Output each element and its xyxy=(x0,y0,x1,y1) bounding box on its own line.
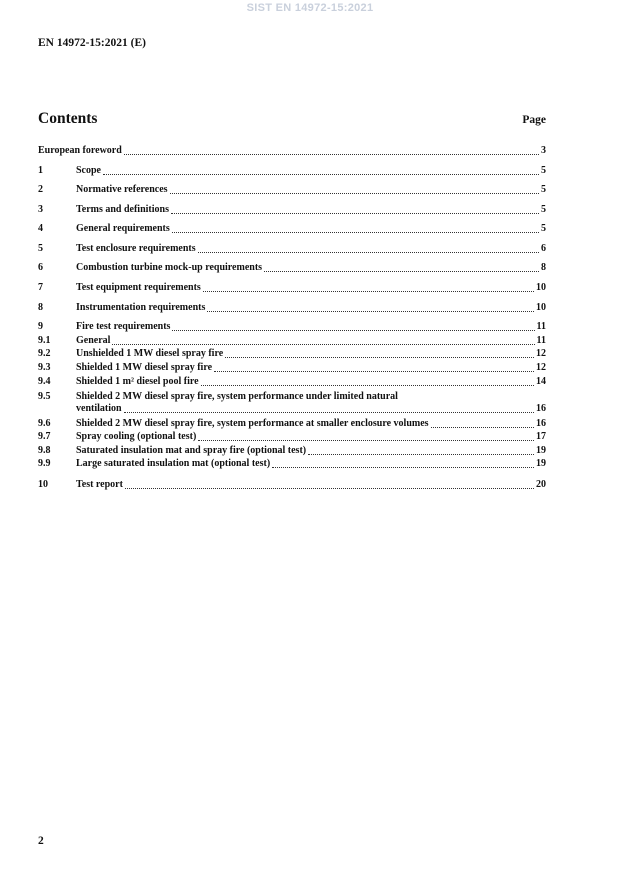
toc-entry-number: 9.6 xyxy=(38,418,51,429)
toc-entry-8[interactable] xyxy=(38,301,546,315)
watermark: SIST EN 14972-15:2021 xyxy=(246,2,374,14)
toc-entry-9-6[interactable] xyxy=(38,417,546,431)
toc-entry-title: General requirements xyxy=(76,223,170,234)
toc-entry-title: Large saturated insulation mat (optional test) xyxy=(76,458,271,469)
toc-entry-9-7[interactable] xyxy=(38,430,546,444)
toc-entry-page: 5 xyxy=(541,204,546,215)
toc-entry-title: Terms and definitions xyxy=(76,204,169,215)
toc-entry-6[interactable] xyxy=(38,261,546,275)
toc-entry-title: Saturated insulation mat and spray fire (optional test) xyxy=(76,445,307,456)
toc-entry-page: 12 xyxy=(536,348,546,359)
toc-entry-page: 12 xyxy=(536,362,546,373)
toc-entry-number: 2 xyxy=(38,184,43,195)
toc-entry-number: 9.7 xyxy=(38,431,51,442)
toc-entry-number: 9.2 xyxy=(38,348,51,359)
toc-entry-number: 6 xyxy=(38,262,43,273)
toc-entry-9-1[interactable] xyxy=(38,334,546,348)
toc-entry-9-8[interactable] xyxy=(38,444,546,458)
toc-entry-number: 3 xyxy=(38,204,43,215)
toc-entry-3[interactable] xyxy=(38,203,546,217)
document-id: EN 14972-15:2021 (E) xyxy=(38,37,146,49)
toc-entry-title: Test enclosure requirements xyxy=(76,243,196,254)
toc-entry-title: Instrumentation requirements xyxy=(76,302,206,313)
toc-entry-number: 9.9 xyxy=(38,458,51,469)
toc-entry-7[interactable] xyxy=(38,281,546,295)
toc-entry-title: European foreword xyxy=(38,145,122,156)
toc-entry-page: 19 xyxy=(536,458,546,469)
toc-entry-page: 11 xyxy=(536,335,546,346)
toc-entry-title: Shielded 2 MW diesel spray fire, system performance at smaller enclosure volumes xyxy=(76,418,429,429)
toc-entry-2[interactable] xyxy=(38,183,546,197)
contents-title: Contents xyxy=(38,110,98,127)
toc-entry-title: Shielded 1 m² diesel pool fire xyxy=(76,376,199,387)
toc-entry-page: 16 xyxy=(536,418,546,429)
page-column-label: Page xyxy=(522,114,546,126)
toc-entry-page: 5 xyxy=(541,165,546,176)
toc-entry-title: Test report xyxy=(76,479,123,490)
toc-entry-page: 16 xyxy=(536,403,546,414)
toc-entry-title: Shielded 1 MW diesel spray fire xyxy=(76,362,213,373)
toc-entry-number: 8 xyxy=(38,302,43,313)
toc-entry-page: 20 xyxy=(536,479,546,490)
toc-entry-number: 9.4 xyxy=(38,376,51,387)
toc-entry-number: 1 xyxy=(38,165,43,176)
toc-entry-page: 5 xyxy=(541,223,546,234)
toc-entry-9-9[interactable] xyxy=(38,457,546,471)
toc-entry-title: Fire test requirements xyxy=(76,321,171,332)
toc-entry-title: Spray cooling (optional test) xyxy=(76,431,197,442)
page-number: 2 xyxy=(38,835,44,847)
toc-entry-4[interactable] xyxy=(38,222,546,236)
toc-entry-title: Test equipment requirements xyxy=(76,282,201,293)
toc-entry-title: Combustion turbine mock-up requirements xyxy=(76,262,263,273)
toc-entry-title: ventilation xyxy=(76,403,122,414)
toc-entry-page: 8 xyxy=(541,262,546,273)
toc-entry-number: 9 xyxy=(38,321,43,332)
toc-entry-title: Scope xyxy=(76,165,101,176)
toc-entry-title: Unshielded 1 MW diesel spray fire xyxy=(76,348,224,359)
toc-entry-5[interactable] xyxy=(38,242,546,256)
toc-entry-page: 6 xyxy=(541,243,546,254)
toc-entry-number: 4 xyxy=(38,223,43,234)
toc-entry-foreword[interactable] xyxy=(38,144,546,158)
toc-entry-number: 9.1 xyxy=(38,335,51,346)
toc-entry-title: General xyxy=(76,335,111,346)
toc-entry-number: 9.5 xyxy=(38,391,51,402)
toc-entry-9-4[interactable] xyxy=(38,375,546,389)
toc-entry-page: 19 xyxy=(536,445,546,456)
toc-entry-number: 5 xyxy=(38,243,43,254)
toc-entry-9[interactable] xyxy=(38,320,546,334)
toc-entry-page: 14 xyxy=(536,376,546,387)
toc-entry-page: 10 xyxy=(536,282,546,293)
toc-entry-9-2[interactable] xyxy=(38,347,546,361)
toc-entry-page: 10 xyxy=(536,302,546,313)
toc-entry-page: 5 xyxy=(541,184,546,195)
toc-entry-number: 7 xyxy=(38,282,43,293)
toc-entry-1[interactable] xyxy=(38,164,546,178)
contents-header xyxy=(38,110,546,128)
toc-entry-page: 17 xyxy=(536,431,546,442)
toc-entry-number: 10 xyxy=(38,479,48,490)
toc-entry-10[interactable] xyxy=(38,478,546,492)
toc-entry-number: 9.3 xyxy=(38,362,51,373)
toc-entry-number: 9.8 xyxy=(38,445,51,456)
toc-entry-9-5[interactable] xyxy=(38,390,546,416)
toc-entry-9-3[interactable] xyxy=(38,361,546,375)
toc-entry-title-line1: Shielded 2 MW diesel spray fire, system performance under limited natural xyxy=(76,391,398,402)
toc-entry-page: 3 xyxy=(541,145,546,156)
toc-entry-page: 11 xyxy=(536,321,546,332)
toc-entry-title: Normative references xyxy=(76,184,168,195)
